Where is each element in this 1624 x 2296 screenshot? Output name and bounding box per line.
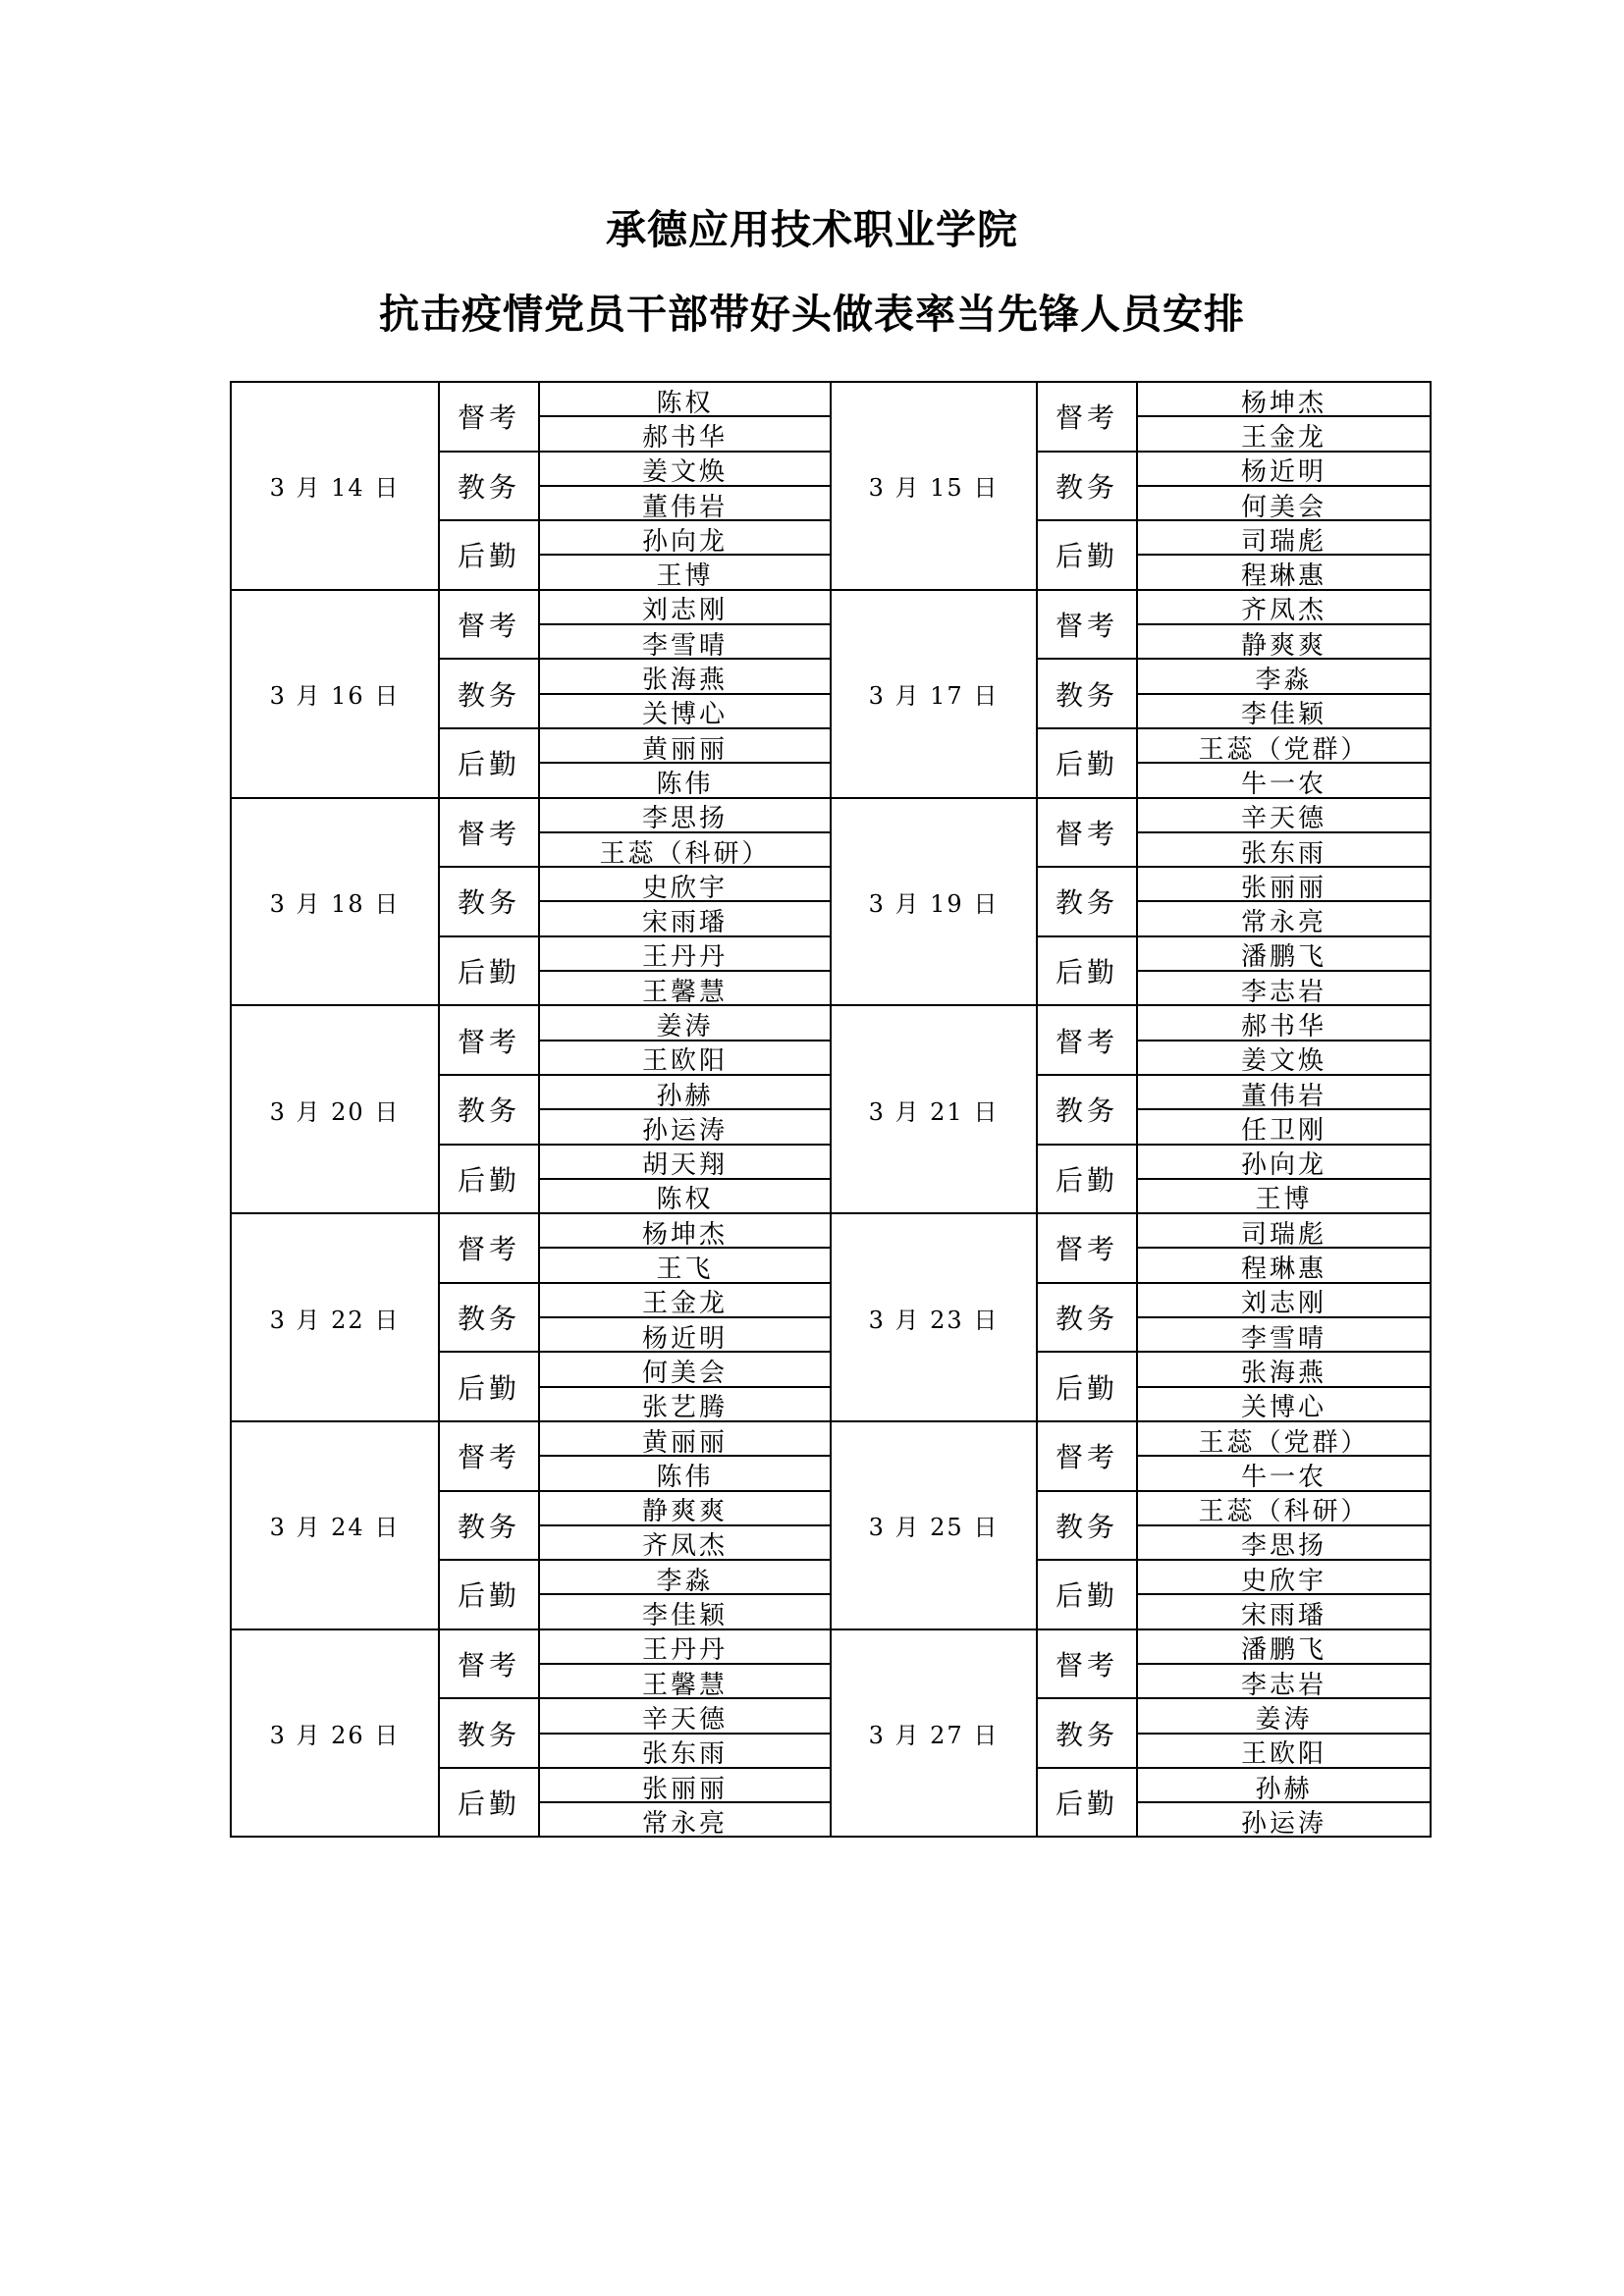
person-name-cell xyxy=(539,1734,831,1768)
role-cell-inspect: 督考 xyxy=(1037,1629,1137,1699)
person-name: 王博 xyxy=(656,561,714,590)
role-cell-logistics: 后勤 xyxy=(439,936,539,1006)
person-name: 李淼 xyxy=(1255,666,1313,694)
role-cell-inspect: 督考 xyxy=(1037,1421,1137,1491)
date-cell: 3 月 15 日 xyxy=(831,382,1037,590)
date-cell: 3 月 27 日 xyxy=(831,1629,1037,1838)
person-name-cell xyxy=(539,659,831,693)
person-name: 胡天翔 xyxy=(641,1150,728,1179)
role-cell-academic: 教务 xyxy=(439,1491,539,1561)
date-cell: 3 月 21 日 xyxy=(831,1005,1037,1213)
role-cell-logistics: 后勤 xyxy=(439,1768,539,1838)
role-cell-inspect: 督考 xyxy=(1037,798,1137,868)
person-name-cell xyxy=(539,1075,831,1109)
role-cell-academic: 教务 xyxy=(1037,659,1137,728)
person-name: 宋雨璠 xyxy=(641,908,728,936)
person-name-cell xyxy=(1137,659,1431,693)
person-name-cell xyxy=(539,832,831,867)
person-name: 静爽爽 xyxy=(1240,630,1326,660)
person-name: 牛一农 xyxy=(1240,1462,1326,1491)
person-name-cell xyxy=(1137,1145,1431,1179)
person-name: 李思扬 xyxy=(641,804,728,832)
role-cell-academic: 教务 xyxy=(439,452,539,521)
person-name-cell xyxy=(539,1005,831,1040)
person-name-cell xyxy=(1137,1213,1431,1248)
person-name-cell xyxy=(539,1491,831,1525)
person-name-cell xyxy=(1137,763,1431,797)
person-name: 宋雨璠 xyxy=(1240,1601,1326,1629)
person-name: 陈伟 xyxy=(656,769,714,798)
person-name: 张东雨 xyxy=(641,1739,728,1768)
person-name: 王蕊（党群） xyxy=(1198,734,1370,764)
person-name-cell xyxy=(539,901,831,935)
date-cell: 3 月 18 日 xyxy=(231,798,439,1006)
person-name-cell xyxy=(1137,694,1431,728)
table-row xyxy=(231,1629,1431,1664)
date-cell: 3 月 22 日 xyxy=(231,1213,439,1421)
person-name-cell xyxy=(1137,1456,1431,1490)
person-name-cell xyxy=(1137,1594,1431,1629)
person-name-cell xyxy=(539,624,831,659)
table-row xyxy=(231,590,1431,624)
person-name-cell xyxy=(1137,1560,1431,1594)
person-name-cell xyxy=(1137,416,1431,451)
duty-schedule-table xyxy=(230,381,1432,1838)
person-name: 王金龙 xyxy=(641,1289,728,1318)
role-cell-logistics: 后勤 xyxy=(439,520,539,590)
role-cell-academic: 教务 xyxy=(1037,1698,1137,1768)
person-name: 郝书华 xyxy=(641,422,728,452)
person-name-cell xyxy=(1137,520,1431,555)
role-cell-inspect: 督考 xyxy=(1037,1005,1137,1075)
person-name-cell xyxy=(539,382,831,416)
date-cell: 3 月 16 日 xyxy=(231,590,439,798)
person-name: 董伟岩 xyxy=(641,492,728,521)
person-name: 李思扬 xyxy=(1240,1531,1326,1561)
person-name-cell xyxy=(539,1802,831,1837)
person-name: 孙向龙 xyxy=(641,526,728,556)
role-cell-academic: 教务 xyxy=(439,1075,539,1145)
role-cell-academic: 教务 xyxy=(1037,1075,1137,1145)
institution-title: 承德应用技术职业学院 xyxy=(606,206,1018,253)
person-name-cell xyxy=(539,486,831,520)
role-cell-inspect: 督考 xyxy=(439,1629,539,1699)
role-cell-logistics: 后勤 xyxy=(1037,728,1137,798)
person-name-cell xyxy=(1137,382,1431,416)
person-name-cell xyxy=(1137,1802,1431,1837)
person-name-cell xyxy=(539,1041,831,1075)
person-name: 刘志刚 xyxy=(1240,1289,1326,1318)
person-name-cell xyxy=(539,555,831,589)
person-name-cell xyxy=(1137,1664,1431,1698)
person-name: 张丽丽 xyxy=(641,1774,728,1803)
person-name-cell xyxy=(1137,936,1431,971)
role-cell-academic: 教务 xyxy=(1037,867,1137,936)
person-name-cell xyxy=(539,1283,831,1317)
person-name-cell xyxy=(539,1560,831,1594)
person-name: 孙运涛 xyxy=(1240,1808,1326,1838)
person-name: 王欧阳 xyxy=(1240,1739,1326,1768)
person-name-cell xyxy=(539,1525,831,1560)
person-name-cell xyxy=(1137,1041,1431,1075)
person-name: 潘鹏飞 xyxy=(1240,942,1326,972)
person-name: 李志岩 xyxy=(1240,1670,1326,1699)
table-row xyxy=(231,1213,1431,1248)
person-name: 王蕊（科研） xyxy=(1198,1497,1370,1525)
role-cell-inspect: 督考 xyxy=(439,1421,539,1491)
role-cell-academic: 教务 xyxy=(1037,452,1137,521)
person-name-cell xyxy=(1137,798,1431,832)
person-name-cell xyxy=(539,867,831,901)
role-cell-inspect: 督考 xyxy=(439,382,539,452)
role-cell-logistics: 后勤 xyxy=(439,728,539,798)
person-name: 董伟岩 xyxy=(1240,1081,1326,1110)
person-name: 孙运涛 xyxy=(641,1115,728,1145)
person-name: 辛天德 xyxy=(641,1704,728,1734)
person-name-cell xyxy=(1137,1768,1431,1802)
person-name: 王欧阳 xyxy=(641,1046,728,1075)
person-name: 张海燕 xyxy=(641,666,728,694)
person-name-cell xyxy=(539,452,831,486)
person-name-cell xyxy=(539,1109,831,1144)
person-name-cell xyxy=(1137,1109,1431,1144)
role-cell-academic: 教务 xyxy=(439,1698,539,1768)
person-name-cell xyxy=(1137,1248,1431,1282)
person-name: 张艺腾 xyxy=(641,1393,728,1421)
person-name: 关博心 xyxy=(1240,1393,1326,1421)
role-cell-logistics: 后勤 xyxy=(1037,1768,1137,1838)
person-name-cell xyxy=(1137,555,1431,589)
person-name: 史欣宇 xyxy=(1240,1566,1326,1595)
person-name: 王蕊（党群） xyxy=(1198,1427,1370,1457)
role-cell-logistics: 后勤 xyxy=(1037,936,1137,1006)
person-name: 姜涛 xyxy=(1255,1704,1313,1734)
role-cell-inspect: 督考 xyxy=(1037,382,1137,452)
person-name: 李志岩 xyxy=(1240,977,1326,1006)
person-name-cell xyxy=(539,1698,831,1733)
date-cell: 3 月 19 日 xyxy=(831,798,1037,1006)
person-name: 杨近明 xyxy=(1240,457,1326,486)
person-name-cell xyxy=(539,1594,831,1629)
person-name: 王飞 xyxy=(656,1255,714,1283)
person-name-cell xyxy=(539,416,831,451)
role-cell-inspect: 督考 xyxy=(439,590,539,660)
date-cell: 3 月 24 日 xyxy=(231,1421,439,1629)
person-name-cell xyxy=(539,590,831,624)
person-name: 齐凤杰 xyxy=(1240,596,1326,625)
person-name: 司瑞彪 xyxy=(1240,526,1326,556)
person-name-cell xyxy=(1137,452,1431,486)
person-name: 孙赫 xyxy=(1255,1774,1313,1803)
person-name-cell xyxy=(539,1213,831,1248)
date-cell: 3 月 26 日 xyxy=(231,1629,439,1838)
role-cell-logistics: 后勤 xyxy=(439,1560,539,1629)
role-cell-logistics: 后勤 xyxy=(1037,520,1137,590)
person-name: 王蕊（科研） xyxy=(599,838,771,868)
role-cell-academic: 教务 xyxy=(439,659,539,728)
person-name-cell xyxy=(1137,1629,1431,1664)
person-name: 何美会 xyxy=(1240,492,1326,521)
role-cell-academic: 教务 xyxy=(1037,1491,1137,1561)
person-name-cell xyxy=(1137,1698,1431,1733)
person-name: 王丹丹 xyxy=(641,1635,728,1664)
person-name: 杨坤杰 xyxy=(641,1219,728,1249)
table-row xyxy=(231,1421,1431,1456)
person-name-cell xyxy=(539,1421,831,1456)
person-name: 孙赫 xyxy=(656,1081,714,1110)
role-cell-inspect: 督考 xyxy=(439,798,539,868)
person-name: 王馨慧 xyxy=(641,977,728,1006)
person-name-cell xyxy=(539,1352,831,1386)
person-name: 李雪晴 xyxy=(1240,1323,1326,1353)
person-name-cell xyxy=(539,1664,831,1698)
person-name: 刘志刚 xyxy=(641,596,728,625)
person-name: 孙向龙 xyxy=(1240,1150,1326,1179)
role-cell-academic: 教务 xyxy=(1037,1283,1137,1353)
person-name-cell xyxy=(1137,1421,1431,1456)
person-name: 程琳惠 xyxy=(1240,1255,1326,1283)
person-name: 何美会 xyxy=(641,1358,728,1387)
role-cell-inspect: 督考 xyxy=(439,1005,539,1075)
person-name: 张东雨 xyxy=(1240,838,1326,868)
person-name: 李淼 xyxy=(656,1566,714,1595)
person-name-cell xyxy=(1137,728,1431,763)
person-name-cell xyxy=(1137,901,1431,935)
person-name: 姜涛 xyxy=(656,1011,714,1041)
person-name-cell xyxy=(539,798,831,832)
person-name-cell xyxy=(539,728,831,763)
person-name: 陈权 xyxy=(656,1185,714,1214)
person-name-cell xyxy=(1137,1525,1431,1560)
person-name-cell xyxy=(1137,1283,1431,1317)
person-name: 司瑞彪 xyxy=(1240,1219,1326,1249)
person-name-cell xyxy=(539,1145,831,1179)
role-cell-logistics: 后勤 xyxy=(1037,1352,1137,1421)
role-cell-logistics: 后勤 xyxy=(1037,1560,1137,1629)
person-name-cell xyxy=(1137,971,1431,1005)
person-name: 牛一农 xyxy=(1240,769,1326,798)
role-cell-inspect: 督考 xyxy=(1037,590,1137,660)
date-cell: 3 月 14 日 xyxy=(231,382,439,590)
role-cell-academic: 教务 xyxy=(439,867,539,936)
person-name-cell xyxy=(539,1629,831,1664)
person-name-cell xyxy=(539,1456,831,1490)
person-name: 张丽丽 xyxy=(1240,873,1326,902)
person-name: 黄丽丽 xyxy=(641,1427,728,1457)
role-cell-logistics: 后勤 xyxy=(439,1145,539,1214)
person-name: 关博心 xyxy=(641,700,728,728)
person-name-cell xyxy=(1137,624,1431,659)
person-name-cell xyxy=(539,971,831,1005)
table-row xyxy=(231,798,1431,832)
person-name: 王丹丹 xyxy=(641,942,728,972)
person-name: 李雪晴 xyxy=(641,630,728,660)
schedule-body xyxy=(231,382,1431,1837)
person-name: 王馨慧 xyxy=(641,1670,728,1699)
person-name-cell xyxy=(1137,1075,1431,1109)
table-row xyxy=(231,1005,1431,1040)
person-name: 程琳惠 xyxy=(1240,561,1326,590)
role-cell-logistics: 后勤 xyxy=(439,1352,539,1421)
person-name-cell xyxy=(539,1387,831,1421)
person-name-cell xyxy=(539,763,831,797)
person-name-cell xyxy=(539,694,831,728)
person-name-cell xyxy=(1137,1317,1431,1352)
person-name: 任卫刚 xyxy=(1240,1115,1326,1145)
person-name-cell xyxy=(539,520,831,555)
person-name-cell xyxy=(1137,590,1431,624)
person-name: 潘鹏飞 xyxy=(1240,1635,1326,1664)
person-name: 辛天德 xyxy=(1240,804,1326,832)
person-name: 陈权 xyxy=(656,388,714,417)
role-cell-logistics: 后勤 xyxy=(1037,1145,1137,1214)
person-name: 陈伟 xyxy=(656,1462,714,1491)
person-name-cell xyxy=(1137,1491,1431,1525)
person-name: 常永亮 xyxy=(1240,908,1326,936)
person-name-cell xyxy=(539,936,831,971)
date-cell: 3 月 20 日 xyxy=(231,1005,439,1213)
person-name: 齐凤杰 xyxy=(641,1531,728,1561)
person-name: 姜文焕 xyxy=(1240,1046,1326,1075)
schedule-title: 抗击疫情党员干部带好头做表率当先锋人员安排 xyxy=(379,291,1245,338)
person-name-cell xyxy=(539,1768,831,1802)
person-name-cell xyxy=(1137,1005,1431,1040)
person-name-cell xyxy=(539,1248,831,1282)
person-name: 杨坤杰 xyxy=(1240,388,1326,417)
person-name: 史欣宇 xyxy=(641,873,728,902)
role-cell-inspect: 督考 xyxy=(439,1213,539,1283)
role-cell-inspect: 督考 xyxy=(1037,1213,1137,1283)
person-name-cell xyxy=(1137,1734,1431,1768)
person-name-cell xyxy=(539,1179,831,1213)
person-name-cell xyxy=(1137,1387,1431,1421)
date-cell: 3 月 17 日 xyxy=(831,590,1037,798)
person-name: 杨近明 xyxy=(641,1323,728,1353)
person-name: 李佳颖 xyxy=(641,1601,728,1629)
person-name: 李佳颖 xyxy=(1240,700,1326,728)
person-name: 郝书华 xyxy=(1240,1011,1326,1041)
person-name-cell xyxy=(1137,486,1431,520)
person-name: 常永亮 xyxy=(641,1808,728,1838)
table-row xyxy=(231,382,1431,416)
person-name: 王金龙 xyxy=(1240,422,1326,452)
date-cell: 3 月 23 日 xyxy=(831,1213,1037,1421)
person-name-cell xyxy=(539,1317,831,1352)
person-name-cell xyxy=(1137,1179,1431,1213)
person-name: 静爽爽 xyxy=(641,1497,728,1525)
person-name: 王博 xyxy=(1255,1185,1313,1214)
person-name: 姜文焕 xyxy=(641,457,728,486)
person-name-cell xyxy=(1137,1352,1431,1386)
document-header xyxy=(0,208,1624,336)
person-name: 张海燕 xyxy=(1240,1358,1326,1387)
person-name-cell xyxy=(1137,832,1431,867)
person-name: 黄丽丽 xyxy=(641,734,728,764)
person-name-cell xyxy=(1137,867,1431,901)
role-cell-academic: 教务 xyxy=(439,1283,539,1353)
date-cell: 3 月 25 日 xyxy=(831,1421,1037,1629)
